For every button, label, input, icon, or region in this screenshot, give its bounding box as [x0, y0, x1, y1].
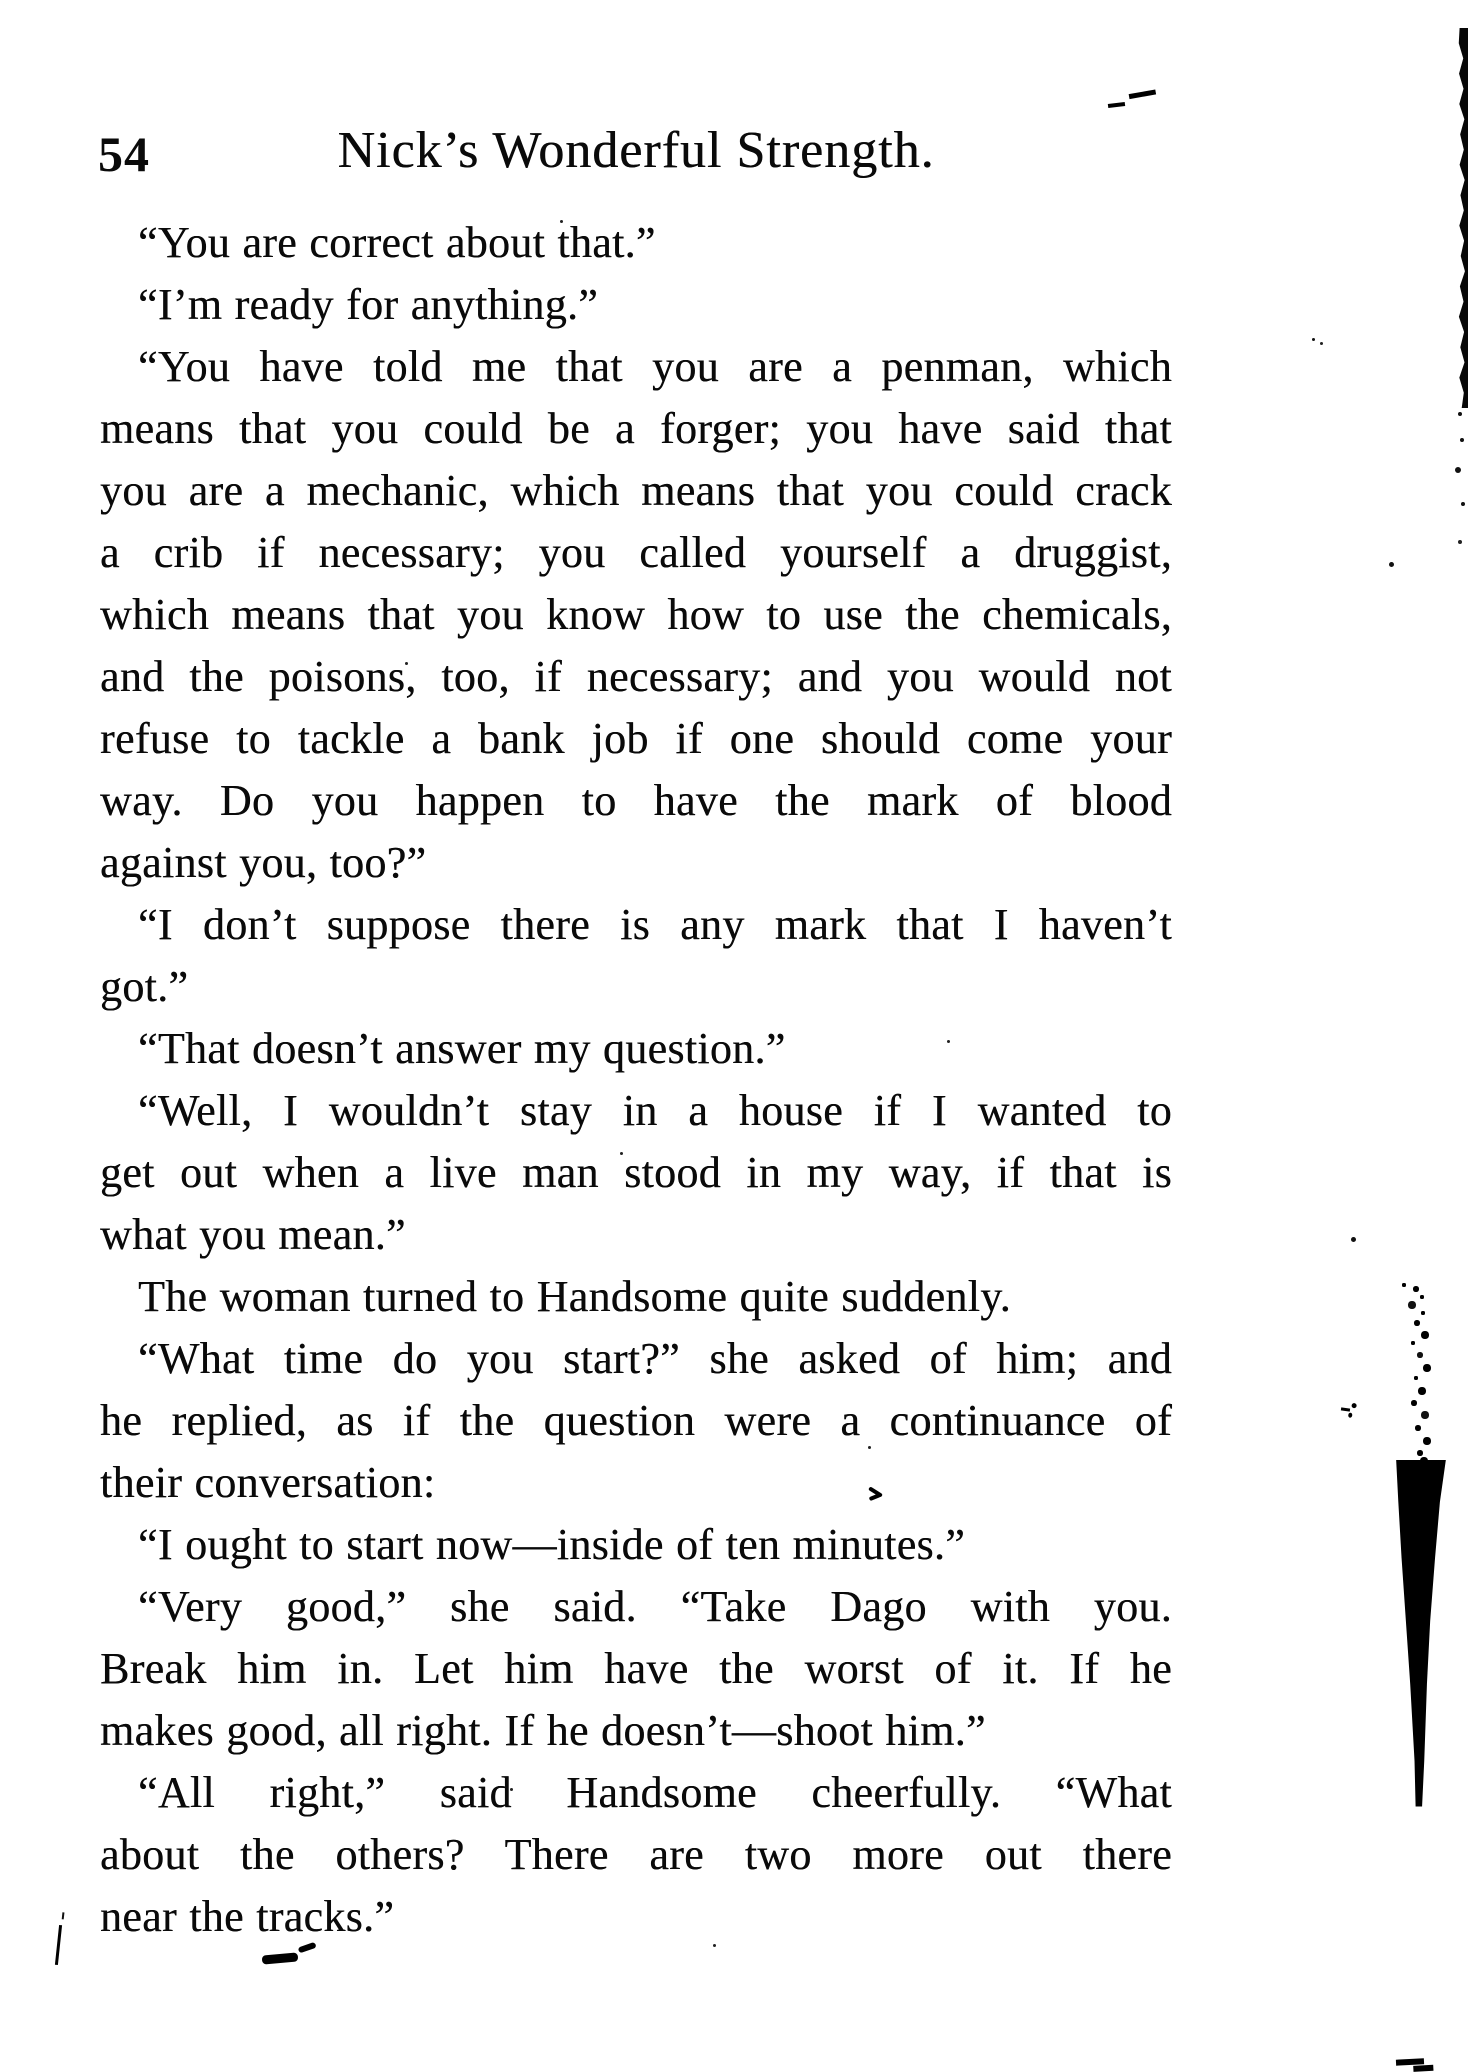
running-title: Nick’s Wonderful Strength.	[337, 122, 935, 179]
paragraph	[100, 274, 1172, 336]
ink-blot-artifact	[1394, 1460, 1448, 1810]
text-line: what you mean.”	[100, 1210, 406, 1259]
text-line: “I don’t suppose there is any mark that I haven’t	[138, 900, 1172, 949]
page-body	[100, 212, 1172, 1948]
text-line: refuse to tackle a bank job if one should come your	[100, 714, 1172, 763]
text-line: near the tracks.”	[100, 1892, 395, 1941]
paragraph	[100, 1762, 1172, 1948]
text-line: “I’m ready for anything.”	[138, 280, 599, 329]
text-line: a crib if necessary; you called yourself a druggist,	[100, 528, 1172, 577]
page-edge-tear-artifact	[1454, 28, 1468, 408]
text-line: “Well, I wouldn’t stay in a house if I wanted to	[138, 1086, 1172, 1135]
text-line: get out when a live man stood in my way, if that is	[100, 1148, 1172, 1197]
paragraph	[100, 1576, 1172, 1762]
page-number: 54	[98, 126, 150, 182]
small-ink-mark-artifact	[1341, 1407, 1350, 1411]
text-line: got.”	[100, 962, 189, 1011]
paragraph	[100, 1328, 1172, 1514]
edge-speckle-artifact	[1458, 412, 1462, 416]
text-line: which means that you know how to use the chemicals,	[100, 590, 1172, 639]
text-line: you are a mechanic, which means that you could crack	[100, 466, 1172, 515]
margin-tick-artifact	[55, 1925, 62, 1965]
text-line: The woman turned to Handsome quite suddenly.	[138, 1272, 1011, 1321]
stray-dots-artifact	[0, 0, 3, 3]
text-line: “All right,” said Handsome cheerfully. “What	[138, 1768, 1172, 1817]
text-line: “Very good,” she said. “Take Dago with you.	[138, 1582, 1172, 1631]
corner-mark-artifact	[1396, 2058, 1424, 2065]
text-line: against you, too?”	[100, 838, 427, 887]
text-line: “I ought to start now—inside of ten minutes.”	[138, 1520, 966, 1569]
text-line: way. Do you happen to have the mark of blood	[100, 776, 1172, 825]
text-line: makes good, all right. If he doesn’t—shoot him.”	[100, 1706, 986, 1755]
ink-speckle-strip-artifact	[1402, 1283, 1406, 1287]
ink-smudge-artifact	[262, 1952, 299, 1964]
text-line: “That doesn’t answer my question.”	[138, 1024, 786, 1073]
paragraph	[100, 1080, 1172, 1266]
paragraph	[100, 1266, 1172, 1328]
text-line: about the others? There are two more out there	[100, 1830, 1172, 1879]
text-line: “What time do you start?” she asked of him; and	[138, 1334, 1172, 1383]
text-line: “You have told me that you are a penman, which	[138, 342, 1172, 391]
pencil-dash-artifact	[1108, 102, 1125, 108]
text-line: and the poisons, too, if necessary; and you would not	[100, 652, 1172, 701]
ink-squiggle-artifact	[866, 1484, 886, 1504]
text-line: means that you could be a forger; you have said that	[100, 404, 1172, 453]
paragraph	[100, 1018, 1172, 1080]
text-line: their conversation:	[100, 1458, 436, 1507]
paragraph	[100, 1514, 1172, 1576]
paragraph	[100, 336, 1172, 894]
text-line: he replied, as if the question were a continuance of	[100, 1396, 1172, 1445]
paragraph	[100, 894, 1172, 1018]
paragraph	[100, 212, 1172, 274]
text-line: “You are correct about that.”	[138, 218, 656, 267]
text-line: Break him in. Let him have the worst of it. If he	[100, 1644, 1172, 1693]
